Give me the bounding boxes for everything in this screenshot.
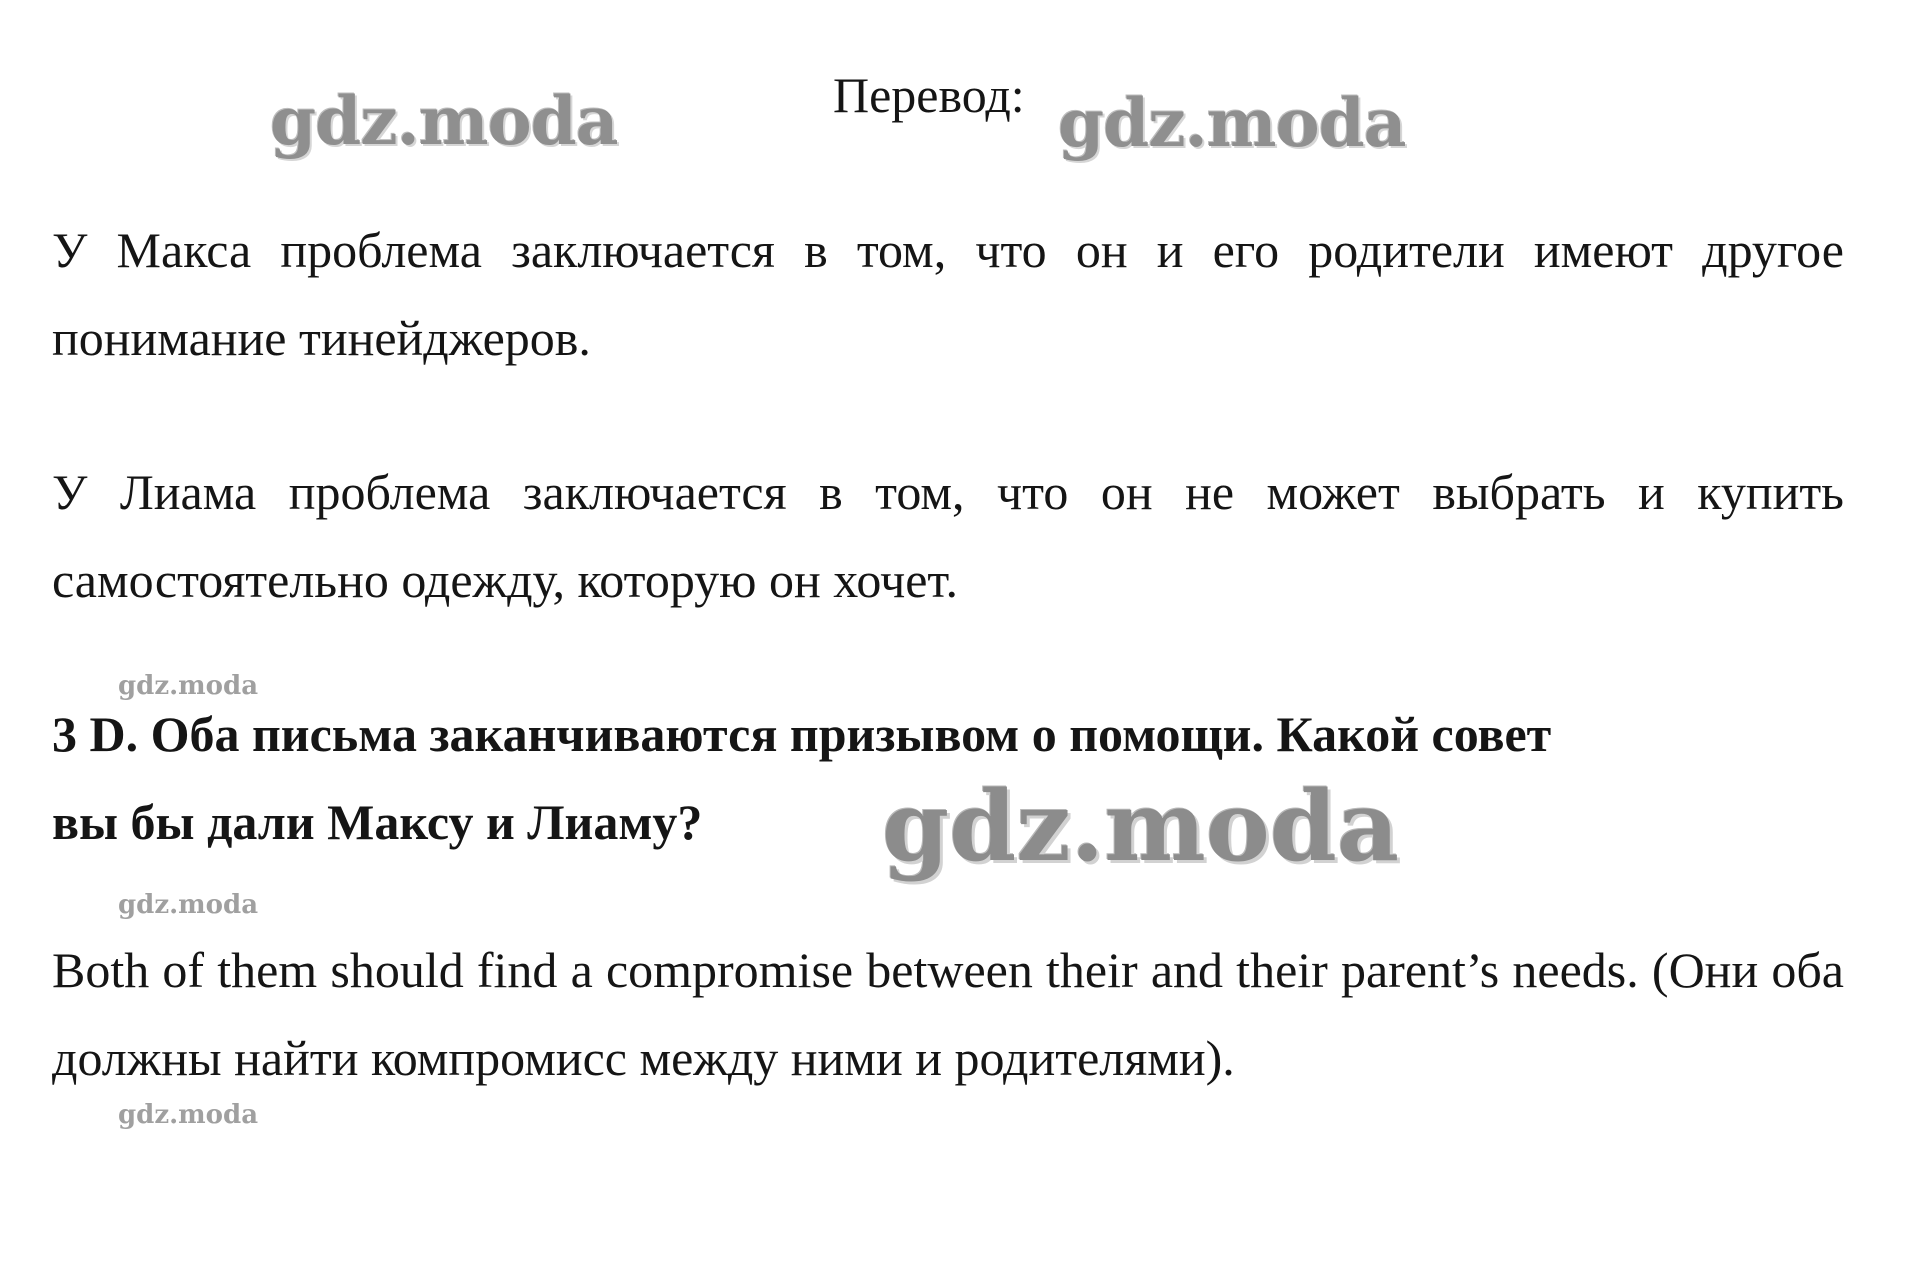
paragraph-liam: У Лиама проблема заключается в том, что он не может выбрать и купить самостоятельно одежду, которую он хочет. <box>52 464 1844 608</box>
task-line-2: вы бы дали Максу и Лиаму? <box>52 794 703 850</box>
paragraph-max: У Макса проблема заключается в том, что он и его родители имеют другое понимание тинейджеров. <box>52 222 1844 366</box>
task-line-1: 3 D. Оба письма заканчиваются призывом о помощи. Какой совет <box>52 706 1552 762</box>
watermark-small-3: gdz.moda <box>118 1100 259 1130</box>
watermark-small-1: gdz.moda <box>118 671 259 701</box>
answer-paragraph: Both of them should find a compromise between their and their parent’s needs. (Они оба должны найти компромисс между ними и родителями). <box>52 942 1844 1086</box>
watermark-center: gdz.moda <box>882 770 1400 883</box>
watermark-small-2: gdz.moda <box>118 890 259 920</box>
page-heading: Перевод: <box>833 67 1025 123</box>
watermark-top-left: gdz.moda <box>270 82 618 160</box>
watermark-top-right: gdz.moda <box>1058 84 1406 162</box>
